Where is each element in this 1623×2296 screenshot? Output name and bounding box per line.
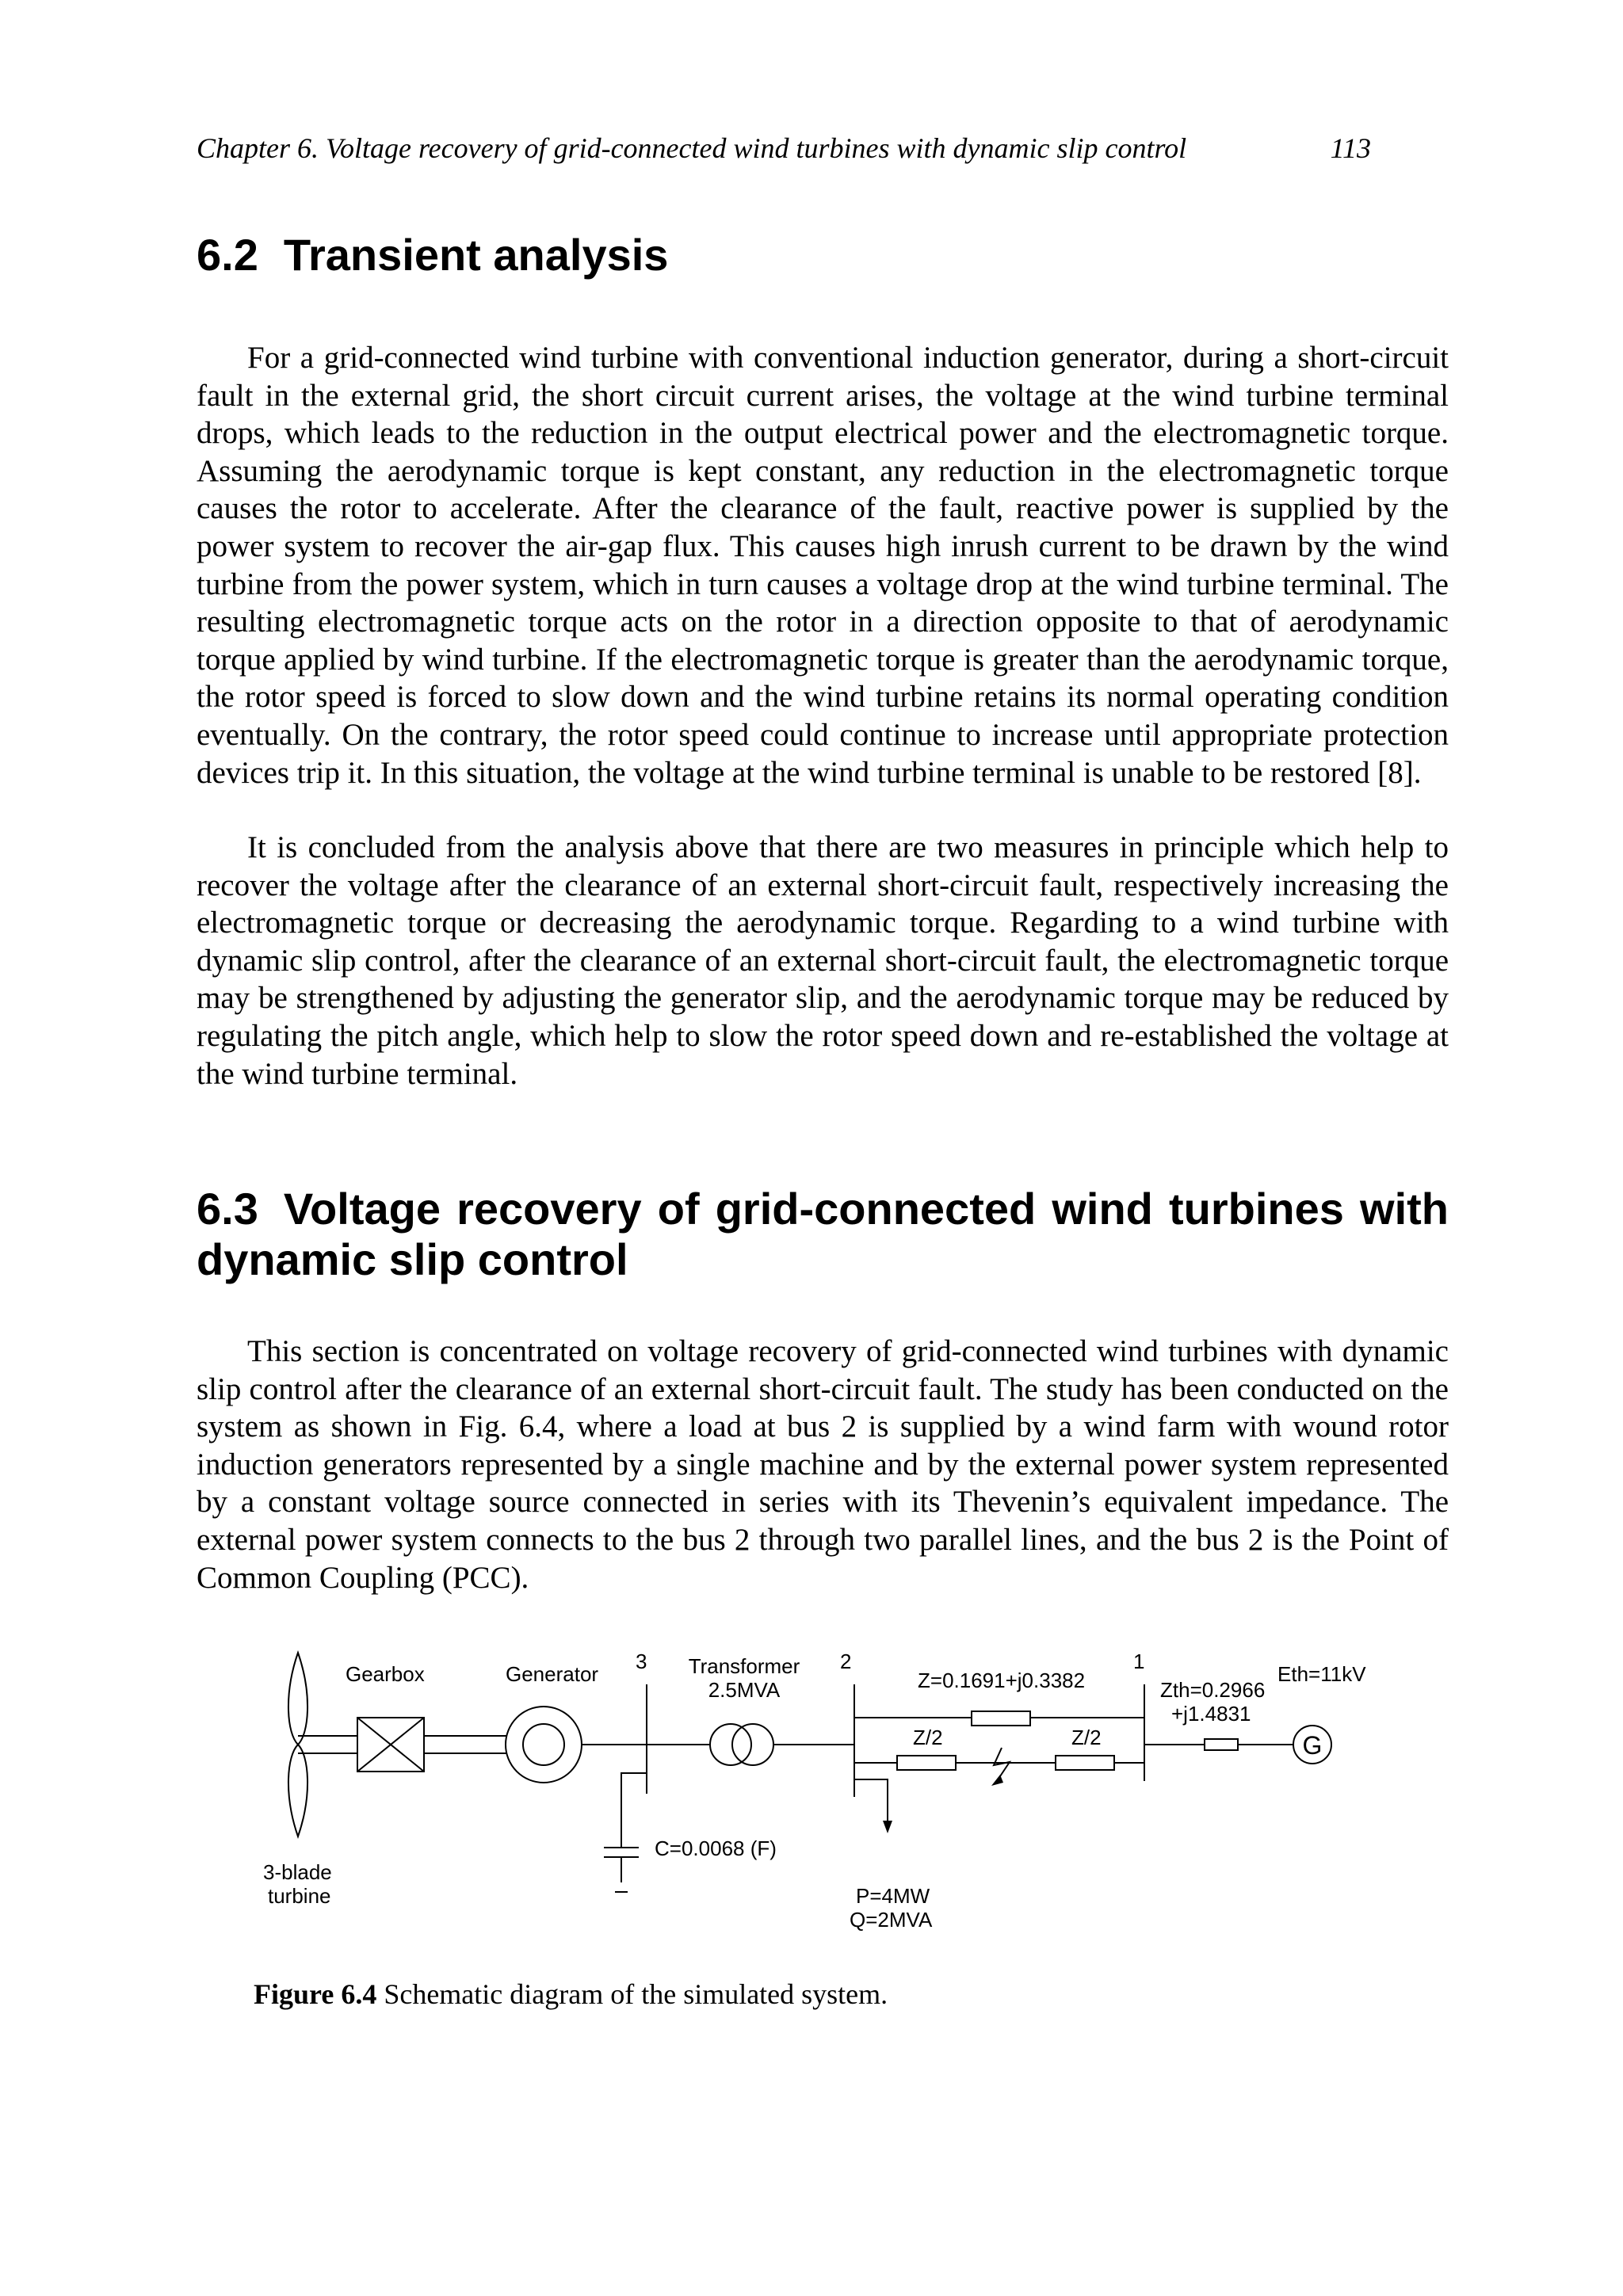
caption-label: Figure 6.4 — [254, 1978, 377, 2010]
label-line-z: Z=0.1691+j0.3382 — [918, 1669, 1086, 1692]
load-arrowhead — [883, 1821, 892, 1833]
label-z-half-left: Z/2 — [913, 1726, 943, 1749]
section-title: Transient analysis — [283, 230, 669, 280]
label-bus-1: 1 — [1133, 1650, 1145, 1673]
running-title: Chapter 6. Voltage recovery of grid-connected wind turbines with dynamic slip control — [197, 132, 1187, 164]
paragraph: For a grid-connected wind turbine with conventional induction generator, during a short-circuit fault in the external grid, the short circuit current arises, the voltage at the wind turbine terminal drops, which leads to the reduction in the output electrical power and the electromagnetic torque. Assuming the aerodynamic torque is kept constant, any reduction in the electromagnetic torque causes the rotor to accelerate. After the clearance of the fault, reactive power is supplied by the power system to recover the air-gap flux. This causes high inrush current to be drawn by the wind turbine from the power system, which in turn causes a voltage drop at the wind turbine terminal. The resulting electromagnetic torque acts on the rotor in a direction opposite to that of aerodynamic torque applied by wind turbine. If the electromagnetic torque is greater than the aerodynamic torque, the rotor speed is forced to slow down and the wind turbine retains its normal operating condition eventually. On the contrary, the rotor speed could continue to increase until appropriate protection devices trip it. In this situation, the voltage at the wind turbine terminal is unable to be restored [8]. — [197, 341, 1449, 790]
label-bus-3: 3 — [636, 1650, 647, 1673]
fault-symbol — [994, 1748, 1010, 1781]
label-source: G — [1302, 1731, 1323, 1760]
section-heading-6-2 — [197, 230, 1449, 280]
label-capacitor: C=0.0068 (F) — [655, 1836, 777, 1860]
impedance-z — [972, 1711, 1030, 1726]
section-title: Voltage recovery of grid-connected wind turbines with dynamic slip control — [197, 1184, 1449, 1284]
label-transformer-rating: 2.5MVA — [708, 1678, 781, 1702]
paragraph: It is concluded from the analysis above that there are two measures in principle which help to recover the voltage after the clearance of an external short-circuit fault, respectively increasing the electromagnetic torque or decreasing the aerodynamic torque. Regarding to a wind turbine with dynamic slip control, after the clearance of an external short-circuit fault, the electromagnetic torque may be strengthened by adjusting the generator slip, and the aerodynamic torque may be reduced by regulating the pitch angle, which help to slow the rotor speed down and re-established the voltage at the wind turbine terminal. — [197, 830, 1449, 1091]
section-number: 6.2 — [197, 230, 258, 280]
label-load-q: Q=2MVA — [850, 1908, 933, 1932]
figure-caption — [254, 1978, 888, 2011]
label-z-half-right: Z/2 — [1071, 1726, 1102, 1749]
caption-text: Schematic diagram of the simulated system. — [376, 1978, 888, 2010]
impedance-z-half-left — [897, 1756, 956, 1770]
fault-arrowhead — [991, 1775, 1003, 1786]
label-gearbox: Gearbox — [346, 1662, 425, 1686]
label-zth-imag: +j1.4831 — [1171, 1702, 1251, 1726]
schematic-diagram — [235, 1646, 1400, 1936]
label-eth: Eth=11kV — [1277, 1662, 1366, 1686]
label-bus-2: 2 — [840, 1650, 852, 1673]
transformer-symbol — [710, 1724, 751, 1765]
label-load-p: P=4MW — [856, 1884, 930, 1908]
page-number: 113 — [1330, 132, 1371, 164]
turbine-blade-upper — [288, 1653, 307, 1745]
impedance-zth — [1205, 1739, 1238, 1750]
running-header — [197, 132, 1426, 171]
section-number: 6.3 — [197, 1184, 258, 1234]
label-turbine: 3-blade — [263, 1860, 332, 1884]
impedance-z-half-right — [1056, 1756, 1114, 1770]
section-heading-6-3 — [197, 1184, 1449, 1285]
label-transformer: Transformer — [688, 1654, 800, 1678]
label-generator: Generator — [506, 1662, 599, 1686]
label-turbine-2: turbine — [268, 1884, 331, 1908]
label-zth: Zth=0.2966 — [1160, 1678, 1266, 1702]
figure-6-4 — [235, 1646, 1400, 1936]
paragraph: This section is concentrated on voltage recovery of grid-connected wind turbines with dynamic slip control after the clearance of an external short-circuit fault. The study has been conducted on the system as shown in Fig. 6.4, where a load at bus 2 is supplied by a wind farm with wound rotor induction generators represented by a single machine and by the external power system represented by a constant voltage source connected in series with its Thevenin’s equivalent impedance. The external power system connects to the bus 2 through two parallel lines, and the bus 2 is the Point of Common Coupling (PCC). — [197, 1334, 1449, 1595]
turbine-blade-lower — [288, 1745, 307, 1836]
